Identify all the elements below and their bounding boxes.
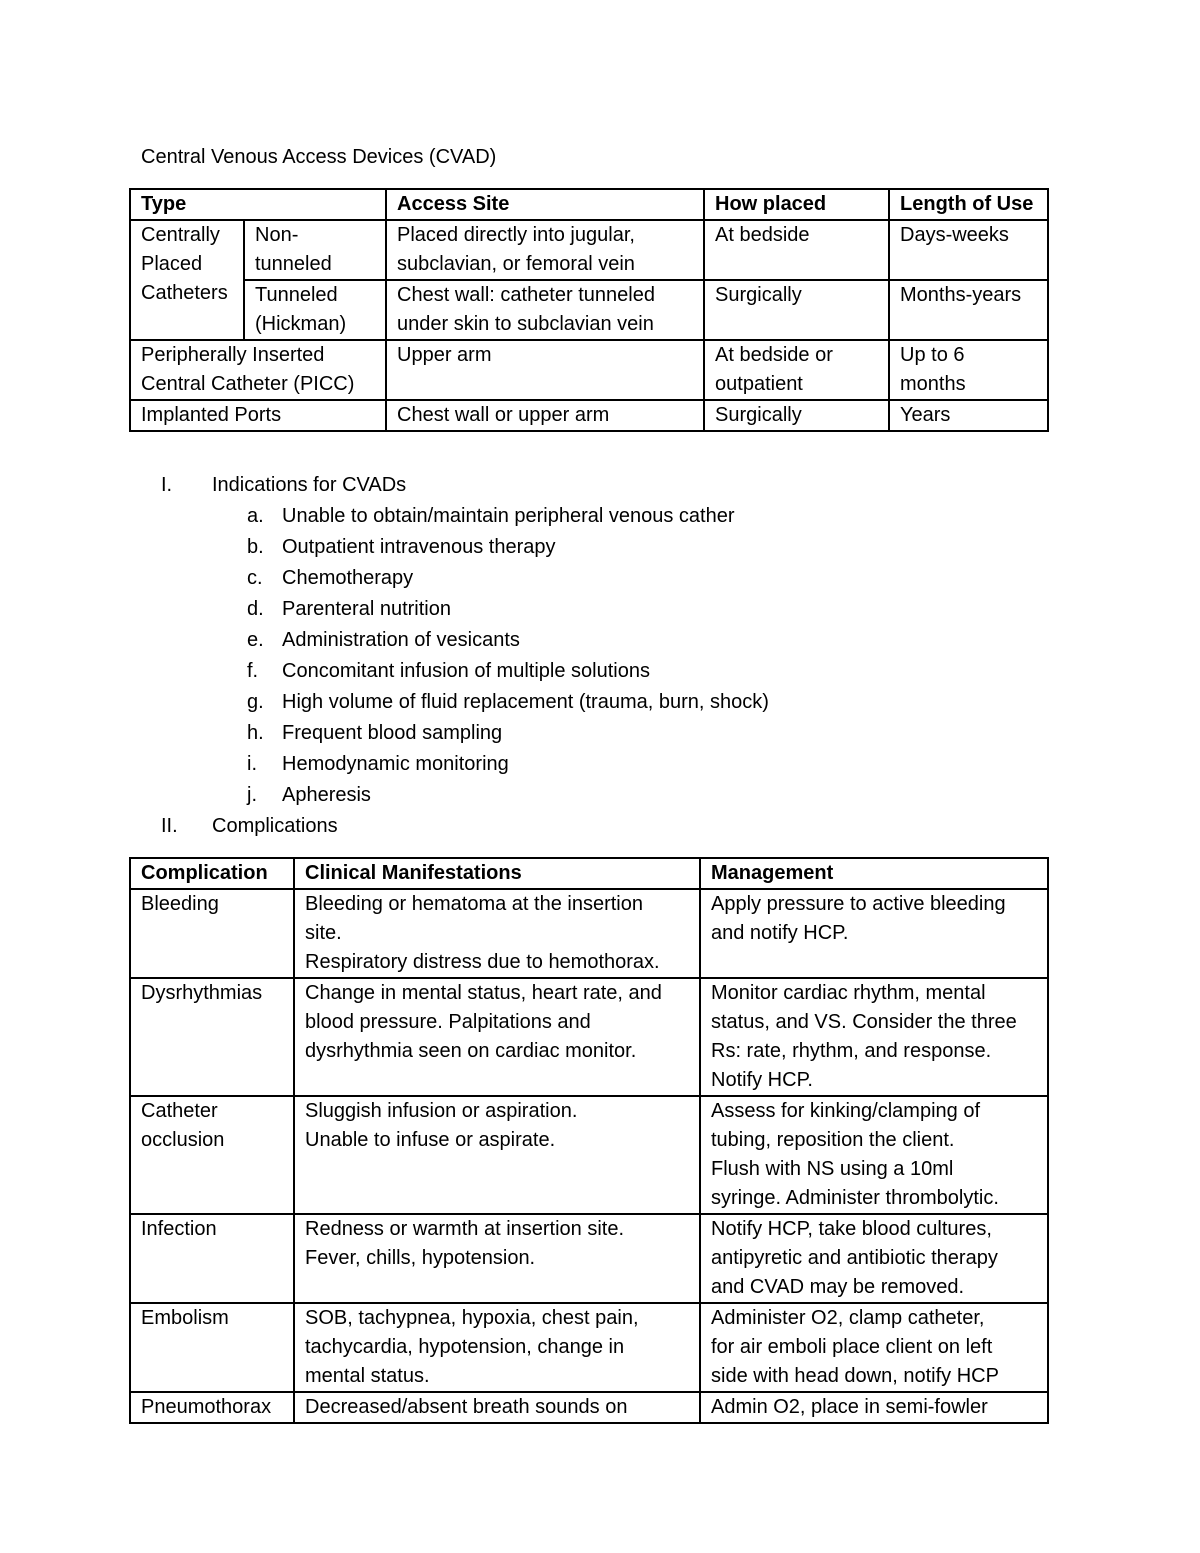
cell-text: syringe. Administer thrombolytic.: [711, 1187, 999, 1209]
cell-text: side with head down, notify HCP: [711, 1365, 999, 1387]
section-heading: Complications: [212, 815, 338, 837]
cell-text: mental status.: [305, 1365, 430, 1387]
table-row: [130, 400, 1048, 431]
item-letter: j.: [247, 784, 257, 806]
management-cell: [700, 1096, 1048, 1214]
item-letter: d.: [247, 598, 264, 620]
management-cell: [700, 889, 1048, 978]
cell-text: tubing, reposition the client.: [711, 1129, 955, 1151]
cell-text: Placed: [141, 253, 203, 275]
cell-text: Fever, chills, hypotension.: [305, 1247, 536, 1269]
cell-text: subclavian, or femoral vein: [397, 253, 635, 275]
cell-text: and notify HCP.: [711, 922, 849, 944]
cell-text: Change in mental status, heart rate, and: [305, 982, 662, 1004]
cell-text: for air emboli place client on left: [711, 1336, 993, 1358]
header-cell-length-of-use: Length of Use: [889, 189, 1048, 220]
complication-cell: [130, 1392, 294, 1423]
cell-text: dysrhythmia seen on cardiac monitor.: [305, 1040, 637, 1062]
manifestations-cell: [294, 1392, 700, 1423]
cell-text: months: [900, 373, 966, 395]
cell-text: Bleeding: [141, 893, 219, 915]
how-placed-cell: [704, 220, 889, 280]
cell-text: tachycardia, hypotension, change in: [305, 1336, 625, 1358]
cell-text: Decreased/absent breath sounds on: [305, 1396, 628, 1418]
manifestations-cell: [294, 1303, 700, 1392]
access-site-cell: [386, 220, 704, 280]
cell-text: Flush with NS using a 10ml: [711, 1158, 954, 1180]
header-cell-complication: Complication: [130, 858, 294, 889]
cell-text: Dysrhythmias: [141, 982, 263, 1004]
cell-text: Days-weeks: [900, 224, 1009, 246]
table-header-row: [130, 858, 1048, 889]
cell-text: Respiratory distress due to hemothorax.: [305, 951, 660, 973]
table-row: [130, 978, 1048, 1096]
table-row: [130, 340, 1048, 400]
complication-cell: [130, 1214, 294, 1303]
manifestations-cell: [294, 1214, 700, 1303]
section-heading: Indications for CVADs: [212, 474, 407, 496]
cell-text: Catheters: [141, 282, 228, 304]
item-letter: b.: [247, 536, 264, 558]
item-text: Frequent blood sampling: [282, 722, 503, 744]
subtype-cell: [244, 280, 386, 340]
header-cell-access-site: Access Site: [386, 189, 704, 220]
item-letter: h.: [247, 722, 264, 744]
access-site-cell: [386, 400, 704, 431]
cell-text: Sluggish infusion or aspiration.: [305, 1100, 578, 1122]
header-cell-type: Type: [130, 189, 386, 220]
cell-text: Central Catheter (PICC): [141, 373, 355, 395]
cell-text: Apply pressure to active bleeding: [711, 893, 1006, 915]
cell-text: Admin O2, place in semi-fowler: [711, 1396, 988, 1418]
cell-text: and CVAD may be removed.: [711, 1276, 965, 1298]
cell-text: Infection: [141, 1218, 217, 1240]
cell-text: Peripherally Inserted: [141, 344, 325, 366]
cell-text: Surgically: [715, 284, 802, 306]
cvad-types-table: [129, 188, 1049, 432]
cell-text: Notify HCP.: [711, 1069, 813, 1091]
management-cell: [700, 978, 1048, 1096]
cell-text: status, and VS. Consider the three: [711, 1011, 1017, 1033]
document-title: Central Venous Access Devices (CVAD): [141, 146, 497, 168]
access-site-cell: [386, 280, 704, 340]
cell-text: outpatient: [715, 373, 803, 395]
cell-text: Rs: rate, rhythm, and response.: [711, 1040, 992, 1062]
cell-text: Placed directly into jugular,: [397, 224, 635, 246]
cell-text: Bleeding or hematoma at the insertion: [305, 893, 643, 915]
cell-text: Upper arm: [397, 344, 492, 366]
item-letter: g.: [247, 691, 264, 713]
cell-text: Implanted Ports: [141, 404, 282, 426]
item-letter: a.: [247, 505, 264, 527]
complication-cell: [130, 1303, 294, 1392]
cell-text: At bedside: [715, 224, 810, 246]
table-row: [130, 889, 1048, 978]
header-cell-clinical-manifestations: Clinical Manifestations: [294, 858, 700, 889]
cell-text: Years: [900, 404, 951, 426]
length-cell: [889, 280, 1048, 340]
table-row: [130, 280, 1048, 340]
header-cell-management: Management: [700, 858, 1048, 889]
cell-text: Chest wall or upper arm: [397, 404, 610, 426]
item-text: Concomitant infusion of multiple solutions: [282, 660, 650, 682]
cell-text: Monitor cardiac rhythm, mental: [711, 982, 986, 1004]
table-row: [130, 1392, 1048, 1423]
item-letter: i.: [247, 753, 257, 775]
cell-text: Unable to infuse or aspirate.: [305, 1129, 556, 1151]
cell-text: Centrally: [141, 224, 220, 246]
cell-text: Non-: [255, 224, 299, 246]
cell-text: (Hickman): [255, 313, 347, 335]
table-row: [130, 1096, 1048, 1214]
type-cell: [130, 400, 386, 431]
length-cell: [889, 220, 1048, 280]
cell-text: At bedside or: [715, 344, 833, 366]
cell-text: Redness or warmth at insertion site.: [305, 1218, 625, 1240]
cell-text: Embolism: [141, 1307, 229, 1329]
item-text: Outpatient intravenous therapy: [282, 536, 556, 558]
item-text: Apheresis: [282, 784, 371, 806]
manifestations-cell: [294, 978, 700, 1096]
cell-text: Surgically: [715, 404, 802, 426]
table-header-row: [130, 189, 1048, 220]
complication-cell: [130, 889, 294, 978]
management-cell: [700, 1303, 1048, 1392]
item-text: Chemotherapy: [282, 567, 414, 589]
item-letter: c.: [247, 567, 263, 589]
table-row: [130, 220, 1048, 280]
cell-text: Assess for kinking/clamping of: [711, 1100, 981, 1122]
item-letter: e.: [247, 629, 264, 651]
how-placed-cell: [704, 340, 889, 400]
cell-text: Tunneled: [255, 284, 338, 306]
complications-table: [129, 857, 1049, 1424]
cell-text: Up to 6: [900, 344, 965, 366]
cell-text: occlusion: [141, 1129, 225, 1151]
cell-text: tunneled: [255, 253, 332, 275]
item-text: Unable to obtain/maintain peripheral venous cather: [282, 505, 735, 527]
cell-text: under skin to subclavian vein: [397, 313, 654, 335]
section-number: II.: [161, 815, 178, 837]
item-text: High volume of fluid replacement (trauma, burn, shock): [282, 691, 769, 713]
header-cell-how-placed: How placed: [704, 189, 889, 220]
management-cell: [700, 1392, 1048, 1423]
item-text: Hemodynamic monitoring: [282, 753, 509, 775]
table-row: [130, 1214, 1048, 1303]
cell-text: SOB, tachypnea, hypoxia, chest pain,: [305, 1307, 639, 1329]
how-placed-cell: [704, 400, 889, 431]
complication-cell: [130, 1096, 294, 1214]
cell-text: site.: [305, 922, 342, 944]
management-cell: [700, 1214, 1048, 1303]
type-cell: [130, 340, 386, 400]
item-text: Parenteral nutrition: [282, 598, 451, 620]
cell-text: Notify HCP, take blood cultures,: [711, 1218, 992, 1240]
manifestations-cell: [294, 1096, 700, 1214]
access-site-cell: [386, 340, 704, 400]
manifestations-cell: [294, 889, 700, 978]
cell-text: Pneumothorax: [141, 1396, 272, 1418]
length-cell: [889, 340, 1048, 400]
cell-text: Chest wall: catheter tunneled: [397, 284, 655, 306]
cell-text: Administer O2, clamp catheter,: [711, 1307, 985, 1329]
length-cell: [889, 400, 1048, 431]
subtype-cell: [244, 220, 386, 280]
central-group-cell: [130, 220, 244, 340]
item-text: Administration of vesicants: [282, 629, 520, 651]
item-letter: f.: [247, 660, 259, 682]
how-placed-cell: [704, 280, 889, 340]
section-number: I.: [161, 474, 173, 496]
complication-cell: [130, 978, 294, 1096]
table-row: [130, 1303, 1048, 1392]
cell-text: antipyretic and antibiotic therapy: [711, 1247, 998, 1269]
cell-text: Months-years: [900, 284, 1022, 306]
cell-text: blood pressure. Palpitations and: [305, 1011, 591, 1033]
cell-text: Catheter: [141, 1100, 218, 1122]
